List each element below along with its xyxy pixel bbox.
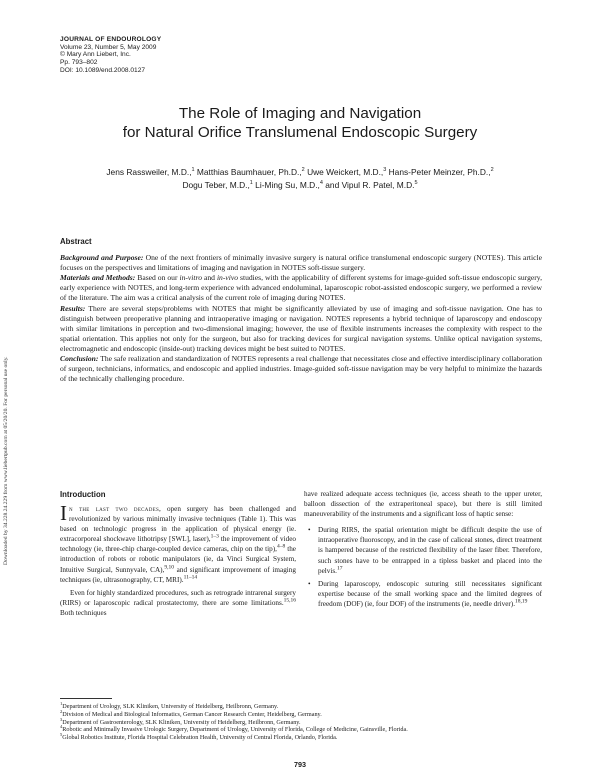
bullet-icon: • xyxy=(308,526,311,535)
intro-paragraph-1: I n the last two decades, open surgery has been challenged and revolutionized by various minimally invasive techniques (Table 1). This was based on technologic progress in the application of physical energy (ie. extracorporeal shockwave lithotripsy [SWL], laser),$^{1-3}$ the improvement of video technology (ie, three-chip charge-coupled device cameras, chip on the tip),$^{4-8}$ the introduction of robots or robotic manipulators (ie, da Vinci Surgical System, Intuitive Surgical, Sunnyvale, CA),$^{9,10}$ and significant improvement of imaging techniques (ie, ultrasonography, CT, MRI).$^{11-14}$ xyxy=(60,501,297,584)
abstract xyxy=(60,237,542,384)
author: Li-Ming Su, M.D.,$^4$ xyxy=(255,179,323,190)
affiliation: $^5$Global Robotics Institute, Florida Hospital Celebration Health, University of Central Florida, Orlando, Florida. xyxy=(60,732,338,742)
limitations-list xyxy=(304,525,542,609)
author: Hans-Peter Meinzer, Ph.D.,$^2$ xyxy=(388,167,494,177)
journal-name: JOURNAL OF ENDOUROLOGY xyxy=(60,36,162,43)
abstract-background: Background and Purpose: One of the next frontiers of minimally invasive surgery is natural orifice translumenal endoscopic surgery (NOTES). This article focuses on the perspectives and limitations of imaging and navigation in NOTES soft-tissue surgery. xyxy=(60,253,542,273)
drop-cap: I xyxy=(60,501,67,525)
list-item: • During RIRS, the spatial orientation might be difficult despite the use of intraoperative fluoroscopy, and in the case of caliceal stones, direct treatment is hampered because of the restricted flexibility of the laser fiber. Therefore, such stones have to be entrapped in a tipless basket and placed into the pelvis.$^{17}$ xyxy=(308,526,542,575)
author: Matthias Baumhauer, Ph.D.,$^2$ xyxy=(196,167,305,177)
journal-pages: Pp. 793–802 xyxy=(60,59,98,67)
introduction-left-column xyxy=(60,501,297,618)
affiliation: $^4$Robotic and Minimally Invasive Urologic Surgery, Department of Urology, University of Florida, College of Medicine, Gainsville, Florida. xyxy=(60,724,408,734)
introduction-right-column xyxy=(304,489,542,609)
download-side-note xyxy=(3,235,13,565)
author-list xyxy=(40,166,560,191)
author: Uwe Weickert, M.D.,$^3$ xyxy=(307,167,387,177)
abstract-results: Results: There are several steps/problems with NOTES that might be significantly alleviated by use of imaging and soft-tissue navigation. One has to distinguish between preoperative planning and intraoperative imaging or navigation. NOTES represents a hybrid technique of laparoscopy and endoscopy with similar limitations in perception and two-dimensional imaging; however, the use of flexible instruments increases the complexity with respect to the spatial orientation. This applies not only for the surgeon, but also for tracking devices for surgical navigation systems. Unlike optical navigation systems, electromagnetic and endoscopic (inside-out) tracking devices might be best suited to NOTES. xyxy=(60,303,543,353)
article-title xyxy=(40,104,560,142)
page-number: 793 xyxy=(294,760,306,769)
title-line-2: for Natural Orifice Translumenal Endoscopic Surgery xyxy=(122,124,478,141)
author: and Vipul R. Patel, M.D.$^5$ xyxy=(325,179,418,190)
affiliation: $^3$Department of Gastroenterology, SLK Kliniken, University of Heidelberg, Heilbronn, Germany. xyxy=(60,716,301,726)
list-item: • During laparoscopy, endoscopic suturing still necessitates significant expertise because of the small working space and the limited degrees of freedom (DOF) (ie, four DOF) of the instruments (ie, needle driver).$^{18,19}$ xyxy=(308,579,542,608)
author: Dogu Teber, M.D.,$^1$ xyxy=(182,179,253,190)
abstract-heading: Abstract xyxy=(60,237,92,246)
journal-header xyxy=(60,36,161,75)
journal-volume: Volume 23, Number 5, May 2009 xyxy=(60,43,157,51)
affiliations xyxy=(60,700,542,742)
footnote-divider xyxy=(60,698,112,699)
abstract-methods: Materials and Methods: Based on our in-vitro and in-vivo studies, with the applicability of different systems for image-guided soft-tissue endoscopic surgery, early experience with NOTES, and long-term experience with advanced endoluminal, laparoscopic robot-assisted endoscopic surgery, we performed a review of the literature. The aim was a critical analysis of the current role of imaging during NOTES. xyxy=(60,273,542,303)
journal-copyright: © Mary Ann Liebert, Inc. xyxy=(60,51,131,59)
title-line-1: The Role of Imaging and Navigation xyxy=(178,105,422,122)
introduction-heading: Introduction xyxy=(60,490,106,499)
author: Jens Rassweiler, M.D.,$^1$ xyxy=(106,167,195,177)
bullet-icon: • xyxy=(308,579,311,588)
affiliation: $^2$Division of Medical and Biological Informatics, German Cancer Research Center, Heidelberg, Germany. xyxy=(60,708,322,718)
intro-paragraph-2: Even for highly standardized procedures, such as retrograde intrarenal surgery (RIRS) or laparoscopic radical prostatectomy, there are some limitations.$^{15,16}$ Both techniques xyxy=(60,588,296,617)
affiliation: $^1$Department of Urology, SLK Kliniken, University of Heidelberg, Heilbronn, Germany. xyxy=(60,700,279,710)
intro-paragraph-3: have realized adequate access techniques (ie, access sheath to the upper ureter, balloon dissection of the extraperitoneal space), but there is still limited maneuverability of the instruments and a significant loss of haptic sense: xyxy=(304,490,542,519)
abstract-conclusion: Conclusion: The safe realization and standardization of NOTES represents a real challenge that necessitates close and effective interdisciplinary collaboration of surgeon, technicians, informatics, and endoscopic and applied industries. Image-guided soft-tissue navigation may be very helpful to minimize the hazards of the technically challenging procedure. xyxy=(60,354,543,384)
download-note-text: Downloaded by 34.228.24.229 from www.liebertpub.com at 05/20/20. For personal use only. xyxy=(3,356,9,565)
journal-doi[interactable]: DOI: 10.1089/end.2008.0127 xyxy=(60,66,146,74)
